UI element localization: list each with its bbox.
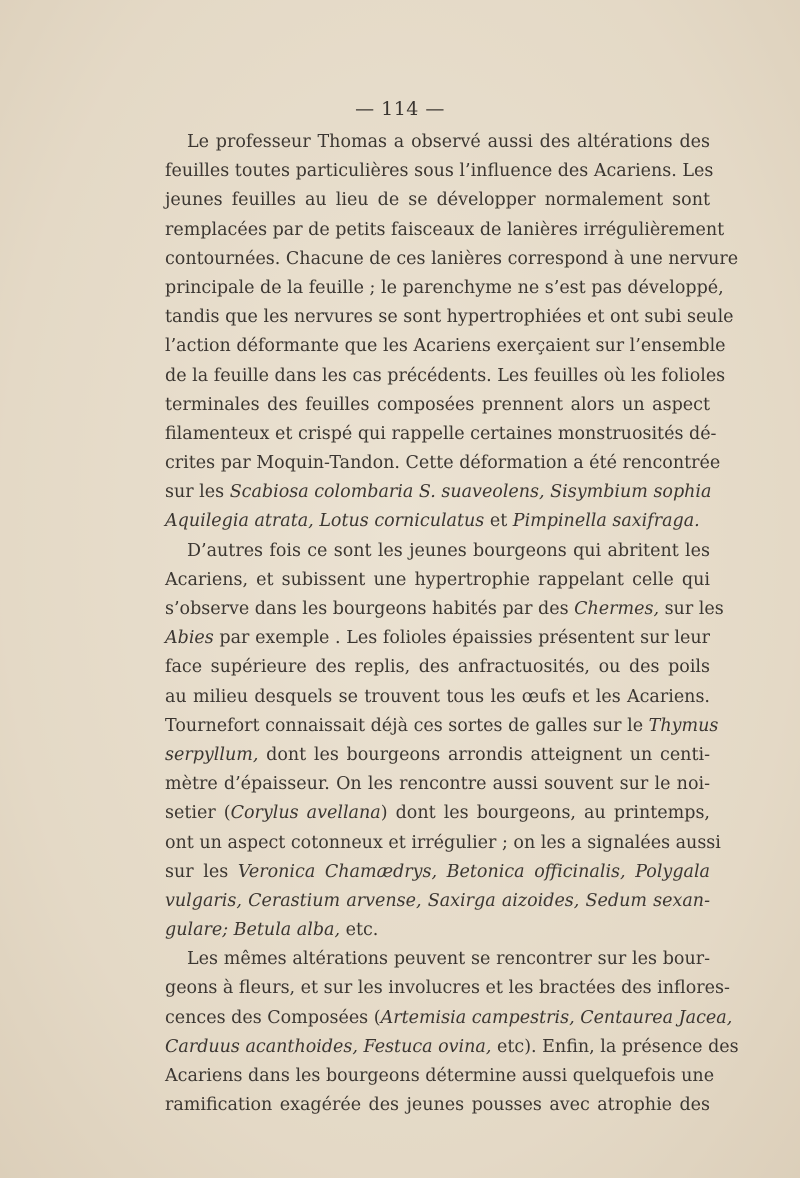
italic-text-segment: vulgaris, Cerastium arvense, Saxirga aizoides, Sedum sexan- <box>165 890 710 911</box>
text-segment: principale de la feuille ; le parenchyme ne s’est pas développé, <box>165 277 724 298</box>
text-line <box>165 1062 715 1091</box>
text-line <box>165 945 710 974</box>
text-line <box>165 391 710 420</box>
text-segment: ramification exagérée des jeunes pousses avec atrophie des <box>165 1095 710 1116</box>
text-segment: de la feuille dans les cas précédents. Les feuilles où les folioles <box>165 365 726 386</box>
text-line <box>165 974 730 1003</box>
text-segment: dont les bourgeons arrondis atteignent un centi- <box>258 744 710 765</box>
text-line <box>165 858 710 887</box>
text-segment: ont un aspect cotonneux et irrégulier ; on les a signalées aussi <box>165 832 721 853</box>
text-line <box>165 595 724 624</box>
italic-text-segment: Abies <box>165 628 214 649</box>
text-segment: contournées. Chacune de ces lanières correspond à une nervure <box>165 248 739 269</box>
text-line <box>165 274 724 303</box>
text-line <box>165 303 734 332</box>
text-segment: filamenteux et crispé qui rappelle certaines monstruosités dé- <box>165 423 717 444</box>
text-segment: etc. <box>340 920 379 941</box>
italic-text-segment: Scabiosa colombaria S. suaveolens, Sisymbium sophia <box>229 482 712 503</box>
text-segment: crites par Moquin-Tandon. Cette déformation a été rencontrée <box>165 453 721 474</box>
text-segment: sur les <box>659 599 724 619</box>
text-segment: jeunes feuilles au lieu de se développer normalement sont <box>165 190 710 211</box>
text-segment: par exemple . Les folioles épaissies présentent sur leur <box>213 628 710 649</box>
body-text <box>165 128 739 1120</box>
text-segment: ) dont les bourgeons, au printemps, <box>380 803 710 824</box>
text-segment: remplacées par de petits faisceaux de lanières irrégulièrement <box>165 219 725 240</box>
text-segment: sur les <box>165 861 238 882</box>
text-line <box>165 245 739 274</box>
italic-text-segment: Carduus acanthoides, Festuca ovina, <box>165 1036 492 1057</box>
text-line <box>165 128 710 157</box>
text-segment: D’autres fois ce sont les jeunes bourgeons qui abritent les <box>187 540 710 561</box>
text-line <box>165 1004 733 1033</box>
text-segment: etc). Enfin, la présence des <box>491 1036 739 1057</box>
text-line <box>165 449 721 478</box>
page-number: — 114 — <box>355 98 445 120</box>
text-line <box>165 916 710 945</box>
italic-text-segment: Aquilegia atrata, Lotus corniculatus <box>165 511 485 532</box>
text-segment: mètre d’épaisseur. On les rencontre aussi souvent sur le noi- <box>165 774 710 795</box>
text-segment: terminales des feuilles composées prennent alors un aspect <box>165 394 710 415</box>
text-segment: tandis que les nervures se sont hypertrophiées et ont subi seule <box>165 307 734 328</box>
text-segment: Acariens dans les bourgeons détermine aussi quelquefois une <box>165 1066 715 1086</box>
text-segment: au milieu desquels se trouvent tous les œufs et les Acariens. <box>165 686 710 707</box>
text-line <box>165 478 710 507</box>
text-segment: Acariens, et subissent une hypertrophie rappelant celle qui <box>165 569 710 590</box>
text-line <box>165 216 725 245</box>
text-line <box>165 653 710 682</box>
text-segment: et <box>484 511 513 532</box>
text-line <box>165 770 710 799</box>
text-segment: face supérieure des replis, des anfractuosités, ou des poils <box>165 657 710 678</box>
text-segment: s’observe dans les bourgeons habités par des <box>165 599 575 619</box>
text-segment: sur les <box>165 482 230 503</box>
text-line <box>165 332 726 361</box>
text-segment: cences des Composées ( <box>165 1007 381 1028</box>
text-segment: Tournefort connaissait déjà ces sortes de galles sur le <box>165 715 649 736</box>
text-line <box>165 157 714 186</box>
italic-text-segment: Corylus avellana <box>230 803 381 824</box>
text-line <box>165 186 710 215</box>
italic-text-segment: Thymus <box>648 715 719 736</box>
text-line <box>165 624 710 653</box>
italic-text-segment: Artemisia campestris, Centaurea Jacea, <box>380 1007 733 1028</box>
italic-text-segment: Veronica Chamædrys, Betonica officinalis, Polygala <box>237 861 710 882</box>
text-line <box>165 683 710 712</box>
text-line <box>165 1091 710 1120</box>
text-line <box>165 887 710 916</box>
italic-text-segment: gulare; Betula alba, <box>165 920 341 941</box>
italic-text-segment: Chermes, <box>574 599 660 619</box>
text-line <box>165 566 710 595</box>
text-line <box>165 507 710 536</box>
text-segment: geons à fleurs, et sur les involucres et les bractées des inflores- <box>165 978 730 999</box>
text-line <box>165 799 710 828</box>
text-line <box>165 829 721 858</box>
text-line <box>165 537 710 566</box>
text-line <box>165 420 717 449</box>
text-segment: Les mêmes altérations peuvent se rencontrer sur les bour- <box>187 949 710 970</box>
text-line <box>165 712 719 741</box>
text-line <box>165 362 726 391</box>
text-segment: l’action déformante que les Acariens exerçaient sur l’ensemble <box>165 336 726 357</box>
text-segment: feuilles toutes particulières sous l’influence des Acariens. Les <box>165 161 714 182</box>
text-segment: Le professeur Thomas a observé aussi des altérations des <box>187 132 710 152</box>
italic-text-segment: serpyllum, <box>165 744 259 765</box>
text-line <box>165 1033 739 1062</box>
text-line <box>165 741 710 770</box>
italic-text-segment: Pimpinella saxifraga. <box>512 511 700 532</box>
text-segment: setier ( <box>165 803 231 824</box>
